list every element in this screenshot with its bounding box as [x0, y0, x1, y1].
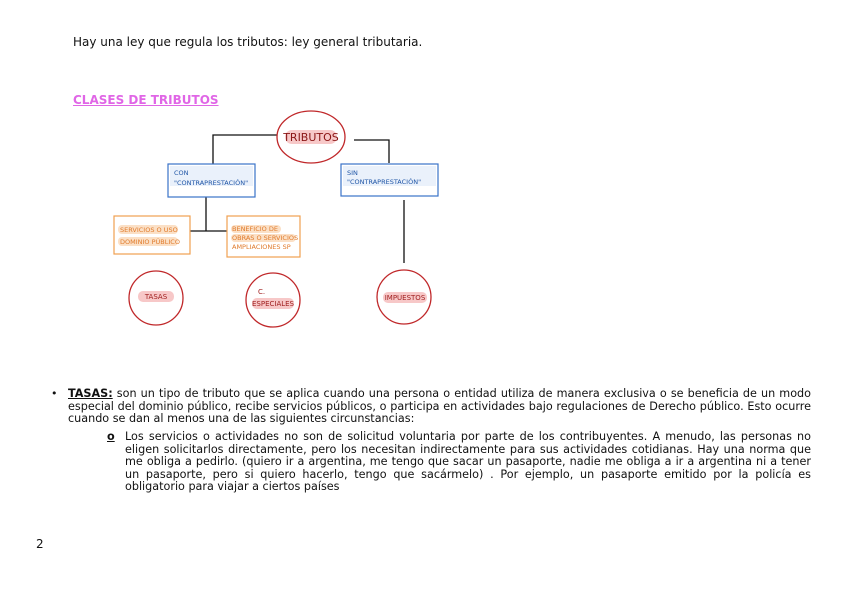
box-sin-line1: SIN [347, 169, 358, 177]
box-beneficio-line1: BENEFICIO DE [232, 225, 278, 233]
root-label: TRIBUTOS [283, 131, 339, 144]
bullet-marker: • [51, 387, 58, 400]
section-title: CLASES DE TRIBUTOS [73, 93, 219, 107]
box-servicios-dominio [114, 216, 190, 254]
circle-tasas [129, 271, 183, 325]
sub-bullet-marker: o [107, 430, 115, 443]
box-con-line1: CON [174, 169, 189, 177]
tasas-subitem-text: Los servicios o actividades no son de solicitud voluntaria por parte de los contribuyentes. A menudo, las personas no eligen solicitarlos directamente, pero los necesitan indirectamente para sus actividades cotidianas. Hay una norma que me obliga a pedirlo. (quiero ir a argentina, me tengo que sacar un pasaporte, nadie me obliga a ir a argentina ni a tener un pasaporte, pero si quiero hacerlo, tengo que sacármelo) . Por ejemplo, un pasaporte emitido por la policía es obligatorio para viajar a ciertos países [125, 430, 811, 493]
root-node [277, 111, 345, 163]
box-con-line2: "CONTRAPRESTACIÓN" [174, 179, 249, 187]
box-servicios-line2: DOMINIO PÚBLICO [120, 238, 180, 246]
tasas-subitem [107, 430, 811, 494]
connector-root-right [354, 140, 389, 163]
circle-impuestos-label: IMPUESTOS [384, 294, 426, 302]
box-beneficio-obras [227, 216, 300, 257]
box-beneficio-line2: OBRAS O SERVICIOS [232, 234, 299, 242]
tasas-paragraph [51, 387, 811, 426]
box-beneficio-line3: AMPLIACIONES SP [232, 243, 291, 251]
circle-especiales-line2: ESPECIALES [251, 300, 295, 308]
circle-impuestos [377, 270, 431, 324]
tasas-term: TASAS: [68, 387, 113, 400]
box-sin-contraprestacion [341, 164, 438, 196]
box-sin-line2: "CONTRAPRESTACIÓN" [347, 178, 422, 186]
intro-text: Hay una ley que regula los tributos: ley general tributaria. [73, 35, 423, 49]
box-con-contraprestacion [168, 164, 255, 197]
circle-tasas-label: TASAS [144, 293, 168, 301]
circle-especiales [246, 273, 300, 327]
box-servicios-line1: SERVICIOS O USO [120, 226, 178, 234]
connector-root-left [213, 135, 279, 165]
page-number: 2 [36, 537, 44, 551]
tasas-definition: son un tipo de tributo que se aplica cuando una persona o entidad utiliza de manera exclusiva o se beneficia de un modo especial del dominio público, recibe servicios públicos, o participa en actividades bajo regulaciones de Derecho público. Esto ocurre cuando se dan al menos una de las siguientes circunstancias: [68, 387, 811, 425]
circle-especiales-line1: C. [258, 288, 266, 296]
